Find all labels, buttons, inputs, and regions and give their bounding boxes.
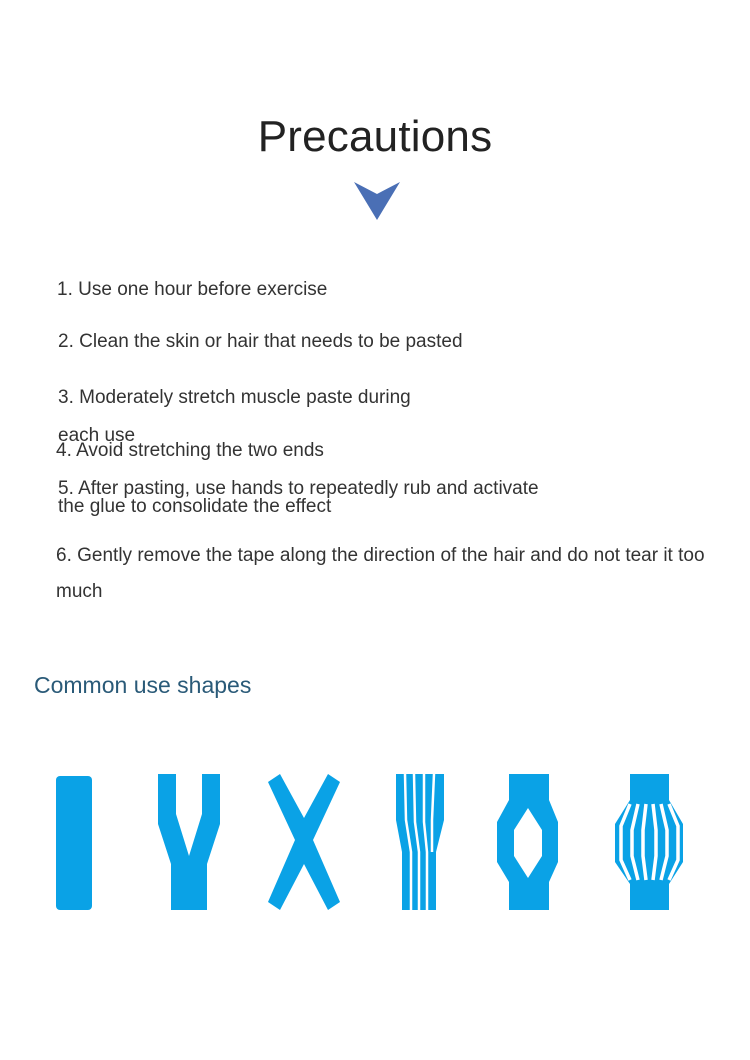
- precaution-item-1: 1. Use one hour before exercise: [57, 279, 328, 300]
- shapes-row: [0, 760, 750, 930]
- precaution-item-3-continuation-text: each use: [58, 425, 136, 446]
- i-shape-icon: [56, 776, 92, 910]
- x-shape-icon: [268, 774, 340, 910]
- precaution-item-5-line-1: 5. After pasting, use hands to repeatedly rub and activate: [58, 478, 539, 499]
- fan-shape-icon: [396, 774, 444, 910]
- precaution-item-3: 3. Moderately stretch muscle paste during: [58, 387, 411, 408]
- precaution-item-5: [58, 480, 539, 516]
- donut-shape-icon: [497, 774, 558, 910]
- section-title: Common use shapes: [34, 672, 252, 698]
- precaution-item-4: 4. Avoid stretching the two ends: [56, 440, 324, 461]
- chevron-down-icon: [352, 180, 402, 222]
- precaution-item-3-continuation: [58, 425, 258, 446]
- y-shape-icon: [158, 774, 220, 910]
- precaution-item-5-line-2: the glue to consolidate the effect: [58, 496, 332, 517]
- precaution-item-6: 6. Gently remove the tape along the direction of the hair and do not tear it too much: [56, 545, 705, 602]
- page-title: Precautions: [257, 112, 493, 161]
- precaution-item-2: 2. Clean the skin or hair that needs to be pasted: [58, 331, 463, 352]
- web-shape-icon: [615, 774, 683, 910]
